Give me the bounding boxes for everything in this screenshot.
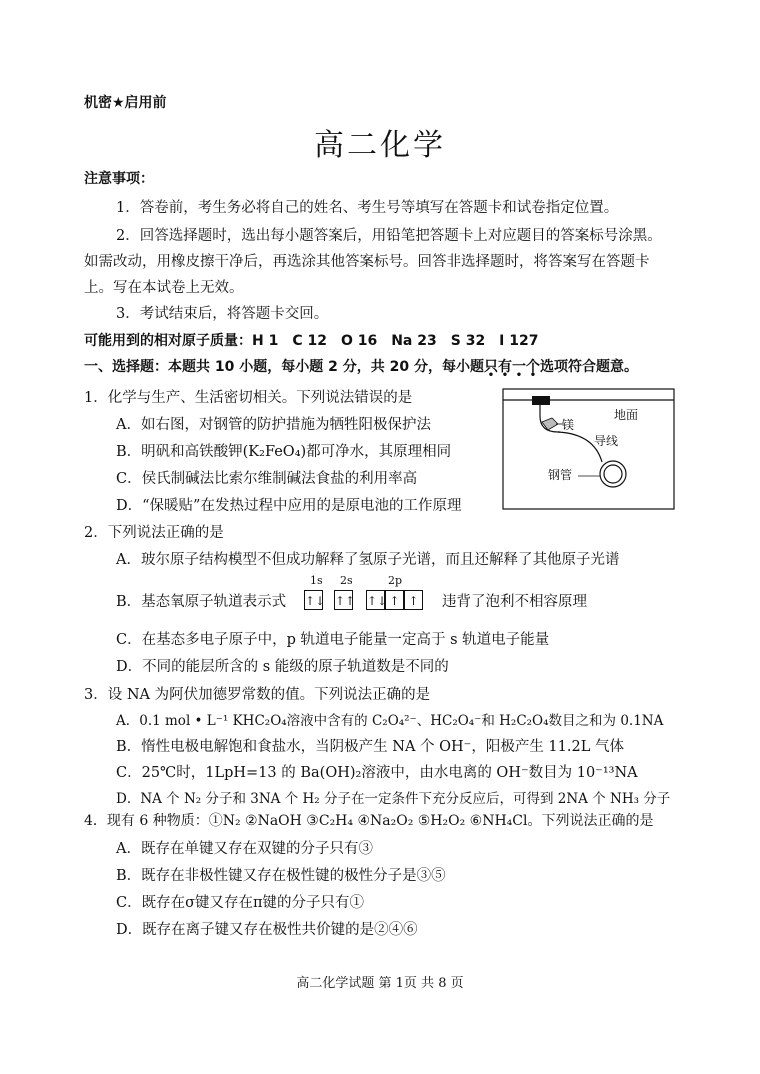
question-2-stem: 2．下列说法正确的是 xyxy=(84,525,224,541)
note-item-2-line-3: 上。写在本试卷上无效。 xyxy=(84,280,244,296)
question-3-option-b: B．惰性电极电解饱和食盐水，当阴极产生 NA 个 OH⁻，阳极产生 11.2L 气体 xyxy=(116,739,624,755)
question-1-option-b: B．明矾和高铁酸钾(K₂FeO₄)都可净水，其原理相同 xyxy=(116,444,452,460)
question-4-option-a: A．既存在单键又存在双键的分子只有③ xyxy=(116,841,373,857)
label-wire: 导线 xyxy=(594,434,619,448)
orbital-label-1s: 1s xyxy=(310,574,323,587)
orbital-label-2s: 2s xyxy=(340,574,353,587)
page-footer: 高二化学试题 第 1页 共 8 页 xyxy=(296,976,464,991)
emphasis-char: 个 xyxy=(525,359,540,375)
question-2-option-c: C．在基态多电子原子中，p 轨道电子能量一定高于 s 轨道电子能量 xyxy=(116,632,550,648)
emphasis-char: 有 xyxy=(497,359,512,375)
question-2-option-d: D．不同的能层所含的 s 能级的原子轨道数是不同的 xyxy=(116,659,449,675)
question-3-option-a: A．0.1 mol • L⁻¹ KHC₂O₄溶液中含有的 C₂O₄²⁻、HC₂O₄⁻和 H₂C₂O₄数目之和为 0.1NA xyxy=(116,713,664,729)
question-2-option-b-post: 违背了泡利不相容原理 xyxy=(442,594,587,610)
orbital-diagram xyxy=(302,574,432,614)
question-2-option-b-pre: B．基态氧原子轨道表示式 xyxy=(116,594,287,610)
label-steel-pipe: 钢管 xyxy=(548,468,573,482)
orbital-box-2p-2: ↑ xyxy=(385,590,404,610)
note-item-2-line-2: 如需改动，用橡皮擦干净后，再选涂其他答案标号。回答非选择题时，将答案写在答题卡 xyxy=(84,254,650,270)
question-3-option-d: D．NA 个 N₂ 分子和 3NA 个 H₂ 分子在一定条件下充分反应后，可得到 2NA 个 NH₃ 分子 xyxy=(116,791,671,807)
section-heading xyxy=(84,356,638,376)
page-title: 高二化学 xyxy=(314,128,446,163)
question-4-option-b: B．既存在非极性键又存在极性键的极性分子是③⑤ xyxy=(116,868,446,884)
question-4-stem: 4．现有 6 种物质：①N₂ ②NaOH ③C₂H₄ ④Na₂O₂ ⑤H₂O₂ ⑥NH₄Cl。下列说法正确的是 xyxy=(84,813,654,829)
section-heading-post: 选项符合题意。 xyxy=(539,359,638,375)
emphasis-char: 只 xyxy=(483,359,498,375)
orbital-box-1s: ↑↓ xyxy=(304,590,323,610)
corrosion-protection-diagram xyxy=(502,388,676,510)
question-1-stem: 1．化学与生产、生活密切相关。下列说法错误的是 xyxy=(84,390,413,406)
confidential-label: 机密★启用前 xyxy=(84,95,167,111)
diagram-svg xyxy=(502,388,676,510)
orbital-box-2s: ↑↑ xyxy=(334,590,353,610)
question-3-stem: 3．设 NA 为阿伏加德罗常数的值。下列说法正确的是 xyxy=(84,687,431,703)
orbital-box-2p-3: ↑ xyxy=(404,590,423,610)
orbital-label-2p: 2p xyxy=(388,574,403,587)
note-item-2-line-1: 2．回答选择题时，选出每小题答案后，用铅笔把答题卡上对应题目的答案标号涂黑。 xyxy=(116,228,662,244)
question-3-option-c: C．25℃时，1LpH=13 的 Ba(OH)₂溶液中，由水电离的 OH⁻数目为 10⁻¹³NA xyxy=(116,765,638,781)
orbital-box-2p-1: ↑↓ xyxy=(366,590,385,610)
label-ground: 地面 xyxy=(614,408,639,422)
question-4-option-d: D．既存在离子键又存在极性共价键的是②④⑥ xyxy=(116,922,418,938)
question-2-option-a: A．玻尔原子结构模型不但成功解释了氢原子光谱，而且还解释了其他原子光谱 xyxy=(116,552,620,568)
emphasis-char: 一 xyxy=(511,359,526,375)
section-heading-pre: 一、选择题：本题共 10 小题，每小题 2 分，共 20 分，每小题 xyxy=(84,359,484,375)
label-magnesium: 镁 xyxy=(562,418,575,432)
question-1-option-d: D．“保暖贴”在发热过程中应用的是原电池的工作原理 xyxy=(116,498,462,514)
atomic-mass-line: 可能用到的相对原子质量：H 1 C 12 O 16 Na 23 S 32 I 127 xyxy=(84,333,539,349)
note-item-3: 3．考试结束后，将答题卡交回。 xyxy=(116,306,329,322)
notes-heading: 注意事项： xyxy=(84,171,154,187)
question-1-option-a: A．如右图，对钢管的防护措施为牺牲阳极保护法 xyxy=(116,417,431,433)
note-item-1: 1．答卷前，考生务必将自己的姓名、考生号等填写在答题卡和试卷指定位置。 xyxy=(116,200,619,216)
question-1-option-c: C．侯氏制碱法比索尔维制碱法食盐的利用率高 xyxy=(116,471,418,487)
question-4-option-c: C．既存在σ键又存在π键的分子只有① xyxy=(116,895,365,911)
